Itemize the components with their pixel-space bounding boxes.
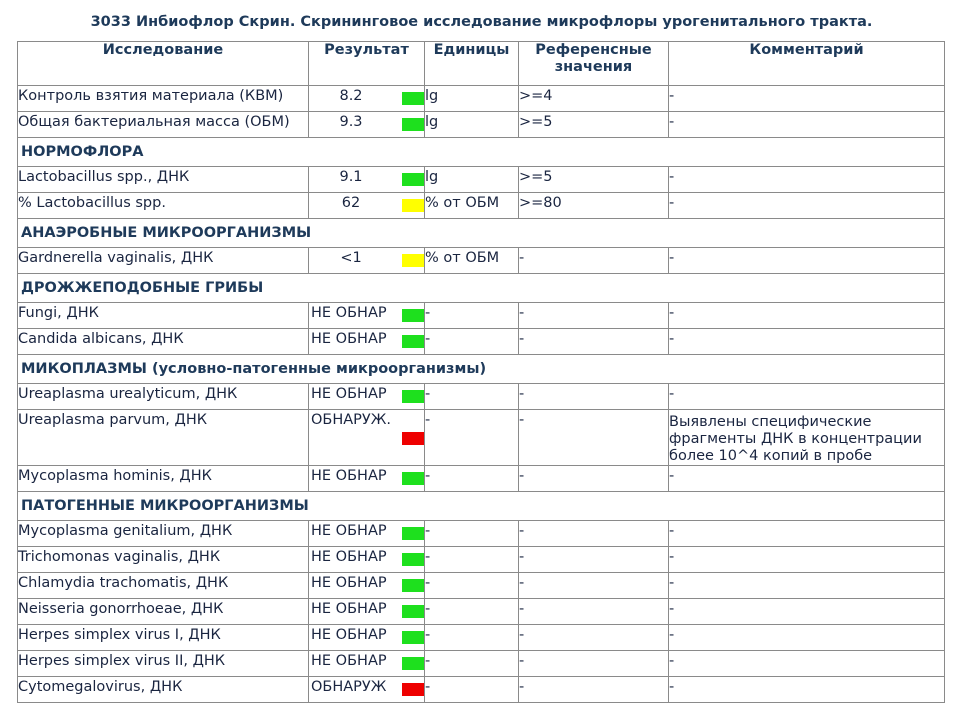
reference-cell: - bbox=[519, 573, 669, 599]
result-value: 9.3 bbox=[339, 114, 363, 130]
section-title: АНАЭРОБНЫЕ МИКРООРГАНИЗМЫ bbox=[18, 219, 945, 248]
result-flag-green bbox=[402, 335, 424, 348]
units-cell: % от ОБМ bbox=[425, 248, 519, 274]
table-row bbox=[18, 651, 945, 677]
result-flag-green bbox=[402, 390, 424, 403]
comment-text: - bbox=[669, 250, 675, 266]
section-row-anaerobes bbox=[18, 219, 945, 248]
units-cell: - bbox=[425, 599, 519, 625]
section-title: МИКОПЛАЗМЫ (условно-патогенные микроорганизмы) bbox=[18, 355, 945, 384]
result-flag-green bbox=[402, 92, 424, 105]
reference-cell: >=80 bbox=[519, 193, 669, 219]
units-cell: - bbox=[425, 303, 519, 329]
test-name: Mycoplasma hominis, ДНК bbox=[18, 466, 309, 492]
result-cell bbox=[309, 573, 425, 599]
result-value: НЕ ОБНАР bbox=[311, 331, 387, 347]
section-row-yeast bbox=[18, 274, 945, 303]
test-name: Ureaplasma parvum, ДНК bbox=[18, 410, 309, 466]
comment-text: - bbox=[669, 653, 675, 669]
result-flag-green bbox=[402, 631, 424, 644]
test-name: Herpes simplex virus I, ДНК bbox=[18, 625, 309, 651]
header-reference-line1: Референсные bbox=[535, 42, 652, 58]
result-value: НЕ ОБНАР bbox=[311, 386, 387, 402]
result-value: НЕ ОБНАР bbox=[311, 653, 387, 669]
result-flag-yellow bbox=[402, 254, 424, 267]
reference-cell: - bbox=[519, 303, 669, 329]
section-row-pathogens bbox=[18, 492, 945, 521]
units-cell: lg bbox=[425, 167, 519, 193]
result-flag-yellow bbox=[402, 199, 424, 212]
comment-cell bbox=[669, 86, 945, 112]
result-cell bbox=[309, 303, 425, 329]
result-flag-green bbox=[402, 173, 424, 186]
test-name: % Lactobacillus spp. bbox=[18, 193, 309, 219]
table-row bbox=[18, 677, 945, 703]
comment-cell bbox=[669, 329, 945, 355]
reference-cell: - bbox=[519, 466, 669, 492]
reference-cell: - bbox=[519, 677, 669, 703]
comment-text: - bbox=[669, 169, 675, 185]
result-flag-green bbox=[402, 472, 424, 485]
table-row bbox=[18, 193, 945, 219]
result-cell bbox=[309, 466, 425, 492]
comment-text: - bbox=[669, 195, 675, 211]
result-cell bbox=[309, 248, 425, 274]
comment-text: - bbox=[669, 575, 675, 591]
comment-cell bbox=[669, 193, 945, 219]
comment-text: - bbox=[669, 549, 675, 565]
result-cell bbox=[309, 521, 425, 547]
test-name: Chlamydia trachomatis, ДНК bbox=[18, 573, 309, 599]
comment-text: - bbox=[669, 627, 675, 643]
result-cell bbox=[309, 329, 425, 355]
reference-cell: - bbox=[519, 521, 669, 547]
comment-text: - bbox=[669, 601, 675, 617]
result-value: 9.1 bbox=[339, 169, 363, 185]
result-cell bbox=[309, 384, 425, 410]
result-value: 62 bbox=[341, 195, 361, 211]
result-cell bbox=[309, 651, 425, 677]
reference-cell: - bbox=[519, 547, 669, 573]
reference-cell: >=5 bbox=[519, 167, 669, 193]
comment-cell bbox=[669, 651, 945, 677]
result-value: НЕ ОБНАР bbox=[311, 468, 387, 484]
result-value: НЕ ОБНАР bbox=[311, 305, 387, 321]
comment-cell bbox=[669, 466, 945, 492]
reference-cell: - bbox=[519, 625, 669, 651]
result-flag-green bbox=[402, 527, 424, 540]
reference-cell: - bbox=[519, 410, 669, 466]
table-row bbox=[18, 573, 945, 599]
result-value: НЕ ОБНАР bbox=[311, 627, 387, 643]
reference-cell: - bbox=[519, 599, 669, 625]
section-title: ДРОЖЖЕПОДОБНЫЕ ГРИБЫ bbox=[18, 274, 945, 303]
section-row-normoflora bbox=[18, 138, 945, 167]
comment-text: Выявлены специфические фрагменты ДНК в концентрации более 10^4 копий в пробе bbox=[669, 414, 922, 464]
table-row bbox=[18, 466, 945, 492]
result-flag-green bbox=[402, 309, 424, 322]
result-cell bbox=[309, 599, 425, 625]
result-value: 8.2 bbox=[339, 88, 363, 104]
units-cell: - bbox=[425, 410, 519, 466]
section-title: ПАТОГЕННЫЕ МИКРООРГАНИЗМЫ bbox=[18, 492, 945, 521]
table-row bbox=[18, 248, 945, 274]
comment-cell bbox=[669, 384, 945, 410]
units-cell: - bbox=[425, 547, 519, 573]
comment-cell bbox=[669, 303, 945, 329]
header-comment: Комментарий bbox=[669, 42, 945, 86]
test-name: Gardnerella vaginalis, ДНК bbox=[18, 248, 309, 274]
table-row bbox=[18, 112, 945, 138]
result-flag-green bbox=[402, 657, 424, 670]
reference-cell: - bbox=[519, 329, 669, 355]
reference-cell: >=5 bbox=[519, 112, 669, 138]
result-value: ОБНАРУЖ bbox=[311, 679, 387, 695]
result-cell bbox=[309, 547, 425, 573]
comment-text: - bbox=[669, 468, 675, 484]
comment-cell bbox=[669, 410, 945, 466]
test-name: Neisseria gonorrhoeae, ДНК bbox=[18, 599, 309, 625]
table-row bbox=[18, 521, 945, 547]
comment-text: - bbox=[669, 305, 675, 321]
result-cell bbox=[309, 193, 425, 219]
table-row bbox=[18, 547, 945, 573]
units-cell: lg bbox=[425, 86, 519, 112]
comment-cell bbox=[669, 625, 945, 651]
comment-cell bbox=[669, 573, 945, 599]
result-value: НЕ ОБНАР bbox=[311, 523, 387, 539]
table-body bbox=[18, 86, 945, 703]
comment-text: - bbox=[669, 386, 675, 402]
test-name: Cytomegalovirus, ДНК bbox=[18, 677, 309, 703]
result-flag-red bbox=[402, 683, 424, 696]
test-name: Mycoplasma genitalium, ДНК bbox=[18, 521, 309, 547]
comment-text: - bbox=[669, 114, 675, 130]
units-cell: - bbox=[425, 329, 519, 355]
comment-text: - bbox=[669, 679, 675, 695]
results-table bbox=[17, 41, 945, 703]
result-flag-green bbox=[402, 553, 424, 566]
units-cell: - bbox=[425, 573, 519, 599]
header-units: Единицы bbox=[425, 42, 519, 86]
comment-cell bbox=[669, 521, 945, 547]
result-flag-green bbox=[402, 118, 424, 131]
header-reference bbox=[519, 42, 669, 86]
units-cell: - bbox=[425, 521, 519, 547]
result-value: НЕ ОБНАР bbox=[311, 575, 387, 591]
result-value: НЕ ОБНАР bbox=[311, 549, 387, 565]
units-cell: - bbox=[425, 625, 519, 651]
comment-cell bbox=[669, 167, 945, 193]
table-row bbox=[18, 329, 945, 355]
result-value: НЕ ОБНАР bbox=[311, 601, 387, 617]
units-cell: % от ОБМ bbox=[425, 193, 519, 219]
result-cell bbox=[309, 112, 425, 138]
test-name: Контроль взятия материала (КВМ) bbox=[18, 86, 309, 112]
test-name: Ureaplasma urealyticum, ДНК bbox=[18, 384, 309, 410]
table-row bbox=[18, 625, 945, 651]
comment-text: - bbox=[669, 88, 675, 104]
comment-text: - bbox=[669, 331, 675, 347]
header-test: Исследование bbox=[18, 42, 309, 86]
table-row bbox=[18, 384, 945, 410]
units-cell: - bbox=[425, 466, 519, 492]
units-cell: - bbox=[425, 384, 519, 410]
header-reference-line2: значения bbox=[554, 59, 633, 75]
test-name: Trichomonas vaginalis, ДНК bbox=[18, 547, 309, 573]
test-name: Fungi, ДНК bbox=[18, 303, 309, 329]
report-title: 3033 Инбиофлор Скрин. Скрининговое исследование микрофлоры урогенитального тракта. bbox=[90, 14, 873, 30]
header-result: Результат bbox=[309, 42, 425, 86]
table-row bbox=[18, 303, 945, 329]
comment-text: - bbox=[669, 523, 675, 539]
table-row bbox=[18, 410, 945, 466]
table-row bbox=[18, 599, 945, 625]
units-cell: lg bbox=[425, 112, 519, 138]
result-flag-red bbox=[402, 432, 424, 445]
section-title: НОРМОФЛОРА bbox=[18, 138, 945, 167]
section-row-mycoplasma bbox=[18, 355, 945, 384]
units-cell: - bbox=[425, 677, 519, 703]
test-name: Herpes simplex virus II, ДНК bbox=[18, 651, 309, 677]
result-flag-green bbox=[402, 605, 424, 618]
result-value: <1 bbox=[340, 250, 362, 266]
result-flag-green bbox=[402, 579, 424, 592]
result-value: ОБНАРУЖ. bbox=[311, 412, 391, 428]
result-cell bbox=[309, 86, 425, 112]
units-cell: - bbox=[425, 651, 519, 677]
table-row bbox=[18, 86, 945, 112]
test-name: Lactobacillus spp., ДНК bbox=[18, 167, 309, 193]
comment-cell bbox=[669, 112, 945, 138]
result-cell bbox=[309, 167, 425, 193]
reference-cell: - bbox=[519, 384, 669, 410]
reference-cell: - bbox=[519, 248, 669, 274]
reference-cell: - bbox=[519, 651, 669, 677]
comment-cell bbox=[669, 248, 945, 274]
comment-cell bbox=[669, 677, 945, 703]
table-header-row bbox=[18, 42, 945, 86]
result-cell bbox=[309, 677, 425, 703]
table-row bbox=[18, 167, 945, 193]
test-name: Общая бактериальная масса (ОБМ) bbox=[18, 112, 309, 138]
comment-cell bbox=[669, 599, 945, 625]
comment-cell bbox=[669, 547, 945, 573]
test-name: Candida albicans, ДНК bbox=[18, 329, 309, 355]
result-cell bbox=[309, 625, 425, 651]
result-cell bbox=[309, 410, 425, 466]
reference-cell: >=4 bbox=[519, 86, 669, 112]
